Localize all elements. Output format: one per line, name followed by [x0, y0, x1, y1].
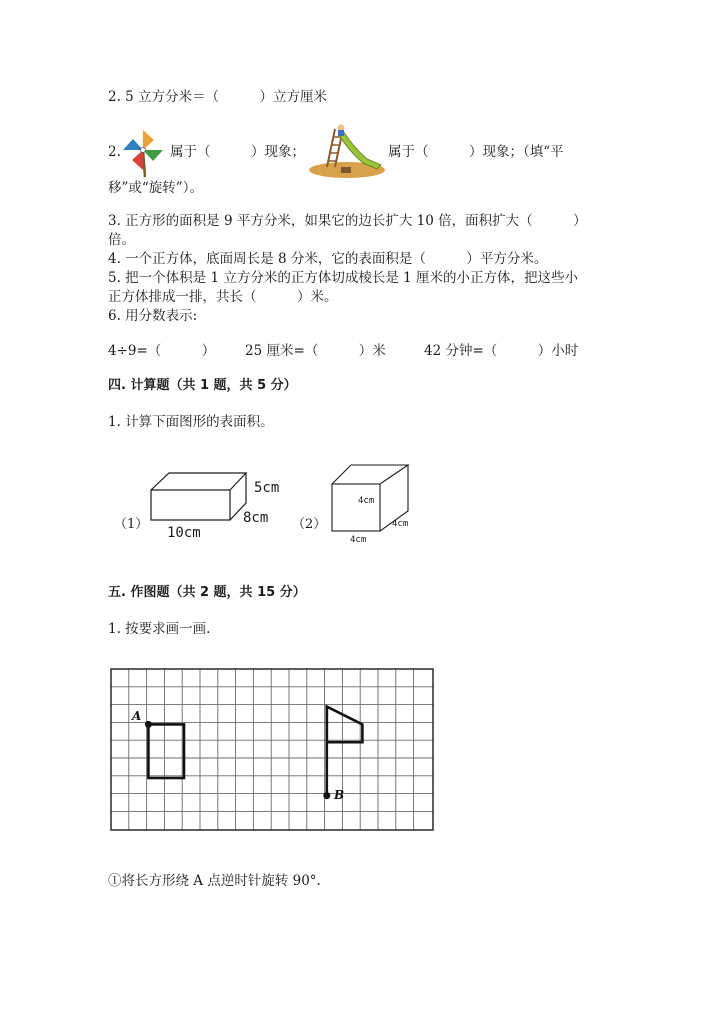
cuboid-width-label: 8cm — [243, 510, 269, 526]
section-4-question-1: 1. 计算下面图形的表面积。 — [108, 414, 274, 430]
point-a-label: A — [132, 709, 142, 723]
question-2-part2: 属于（ ）现象；（填“平 — [388, 144, 564, 160]
cuboid-height-label: 5cm — [254, 480, 280, 496]
question-6a: 4÷9=（ ） — [108, 343, 216, 359]
question-2-line2: 移”或“旋转”）。 — [108, 180, 203, 196]
rectangle-shape — [148, 724, 184, 778]
cube-side-label: 4cm — [392, 519, 409, 529]
question-3-line1: 3. 正方形的面积是 9 平方分米，如果它的边长扩大 10 倍，面积扩大（ ） — [108, 213, 587, 229]
question-2-part1: 属于（ ）现象； — [170, 144, 305, 160]
section-5-instruction: ①将长方形绕 A 点逆时针旋转 90°. — [108, 873, 321, 889]
section-5-heading: 五. 作图题（共 2 题，共 15 分） — [108, 585, 306, 600]
question-5-line2: 正方体排成一排，共长（ ）米。 — [108, 289, 338, 305]
flag-shape — [327, 707, 363, 743]
point-b-dot — [323, 792, 330, 799]
question-6c: 42 分钟=（ ）小时 — [424, 343, 579, 359]
question-5-line1: 5. 把一个体积是 1 立方分米的正方体切成棱长是 1 厘米的小正方体，把这些小 — [108, 270, 579, 286]
cuboid-length-label: 10cm — [167, 525, 201, 541]
drawing-grid — [110, 668, 436, 834]
cuboid-figure — [148, 470, 248, 526]
point-b-label: B — [334, 788, 345, 802]
figure-1-label: （1） — [114, 517, 149, 532]
question-6b: 25 厘米=（ ）米 — [245, 343, 386, 359]
question-6-title: 6. 用分数表示: — [108, 308, 198, 324]
cube-bottom-label: 4cm — [350, 535, 367, 545]
grid-border — [111, 669, 433, 830]
question-3-line2: 倍。 — [108, 232, 135, 248]
figure-2-label: （2） — [292, 517, 327, 532]
question-2-5: 2. 5 立方分米＝（ ）立方厘米 — [108, 89, 328, 105]
cube-front-label: 4cm — [358, 496, 375, 506]
section-5-question-1: 1. 按要求画一画. — [108, 621, 211, 637]
question-2-num: 2. — [108, 144, 121, 160]
point-a-dot — [145, 721, 152, 728]
pinwheel-icon — [120, 126, 166, 178]
question-4: 4. 一个正方体，底面周长是 8 分米，它的表面积是（ ）平方分米。 — [108, 251, 548, 267]
section-4-heading: 四. 计算题（共 1 题，共 5 分） — [108, 378, 297, 393]
slide-icon — [305, 121, 385, 179]
grid-lines — [111, 669, 433, 830]
